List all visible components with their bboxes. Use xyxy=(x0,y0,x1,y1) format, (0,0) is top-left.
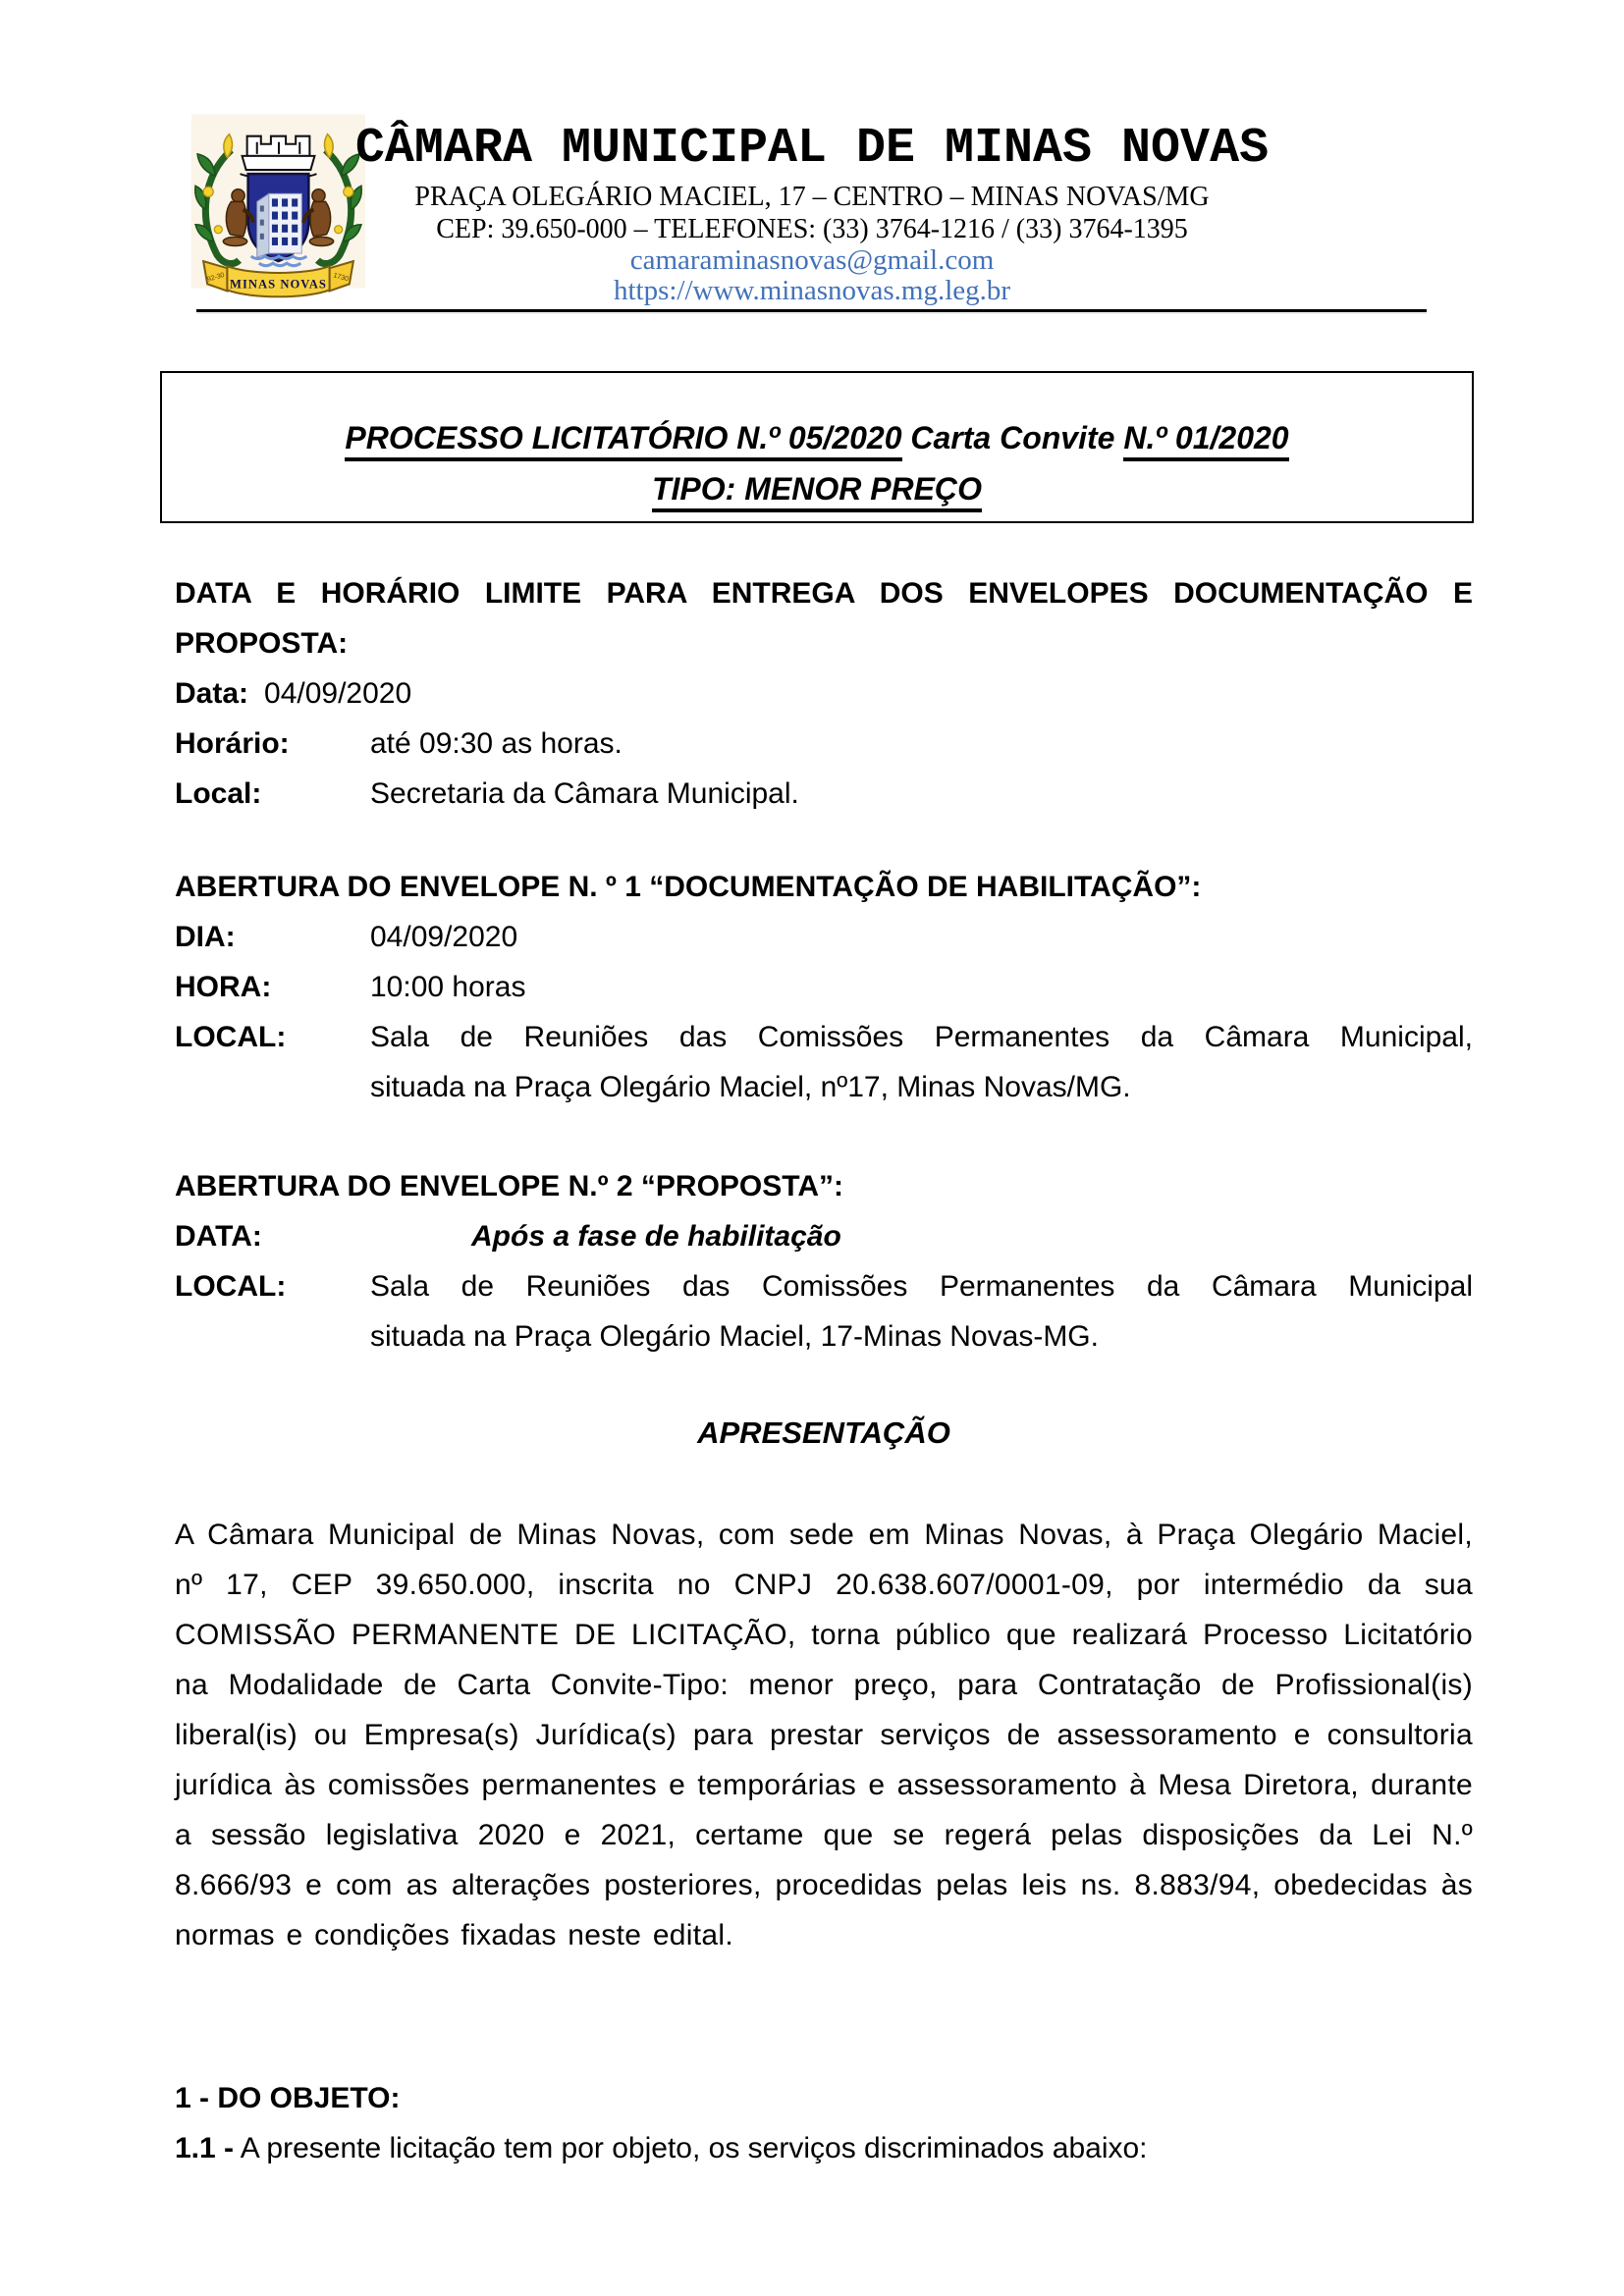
day-value: 04/09/2020 xyxy=(370,921,518,953)
email-link[interactable]: camaraminasnovas@gmail.com xyxy=(629,244,995,276)
hour-label: HORA: xyxy=(175,971,272,1003)
letterhead xyxy=(0,122,1624,306)
address-line-2: CEP: 39.650-000 – TELEFONES: (33) 3764-1216 / (33) 3764-1395 xyxy=(436,214,1188,244)
local-value-line1: Sala de Reuniões das Comissões Permanentes da Câmara Municipal xyxy=(370,1270,1473,1303)
website-link[interactable]: https://www.minasnovas.mg.leg.br xyxy=(613,275,1011,306)
envelope1-heading: ABERTURA DO ENVELOPE N. º 1 “DOCUMENTAÇÃO DE HABILITAÇÃO”: xyxy=(175,871,1202,903)
org-name: CÂMARA MUNICIPAL DE MINAS NOVAS xyxy=(354,121,1270,177)
deadline-section-heading xyxy=(175,568,1473,668)
date-value: 04/09/2020 xyxy=(264,677,412,710)
deadline-heading-line1: DATA E HORÁRIO LIMITE PARA ENTREGA DOS ENVELOPES DOCUMENTAÇÃO E xyxy=(175,577,1473,610)
place-value: Secretaria da Câmara Municipal. xyxy=(370,777,799,810)
presentation-paragraph: A Câmara Municipal de Minas Novas, com sede em Minas Novas, à Praça Olegário Maciel, nº 17, CEP 39.650.000, inscrita no CNPJ 20.638.607/0001-09, por intermédio da sua COMISSÃO PERMANENTE DE LICITAÇÃO, torna público que realizará Processo Licitatório na Modalidade de Carta Convite-Tipo: menor preço, para Contratação de Profissional(is) liberal(is) ou Empresa(s) Jurídica(s) para prestar serviços de assessoramento e consultoria jurídica às comissões permanentes e temporárias e assessoramento à Mesa Diretora, durante a sessão legislativa 2020 e 2021, certame que se regerá pelas disposições da Lei N.º 8.666/93 e com as alterações posteriores, procedidas pelas leis ns. 8.883/94, obedecidas às normas e condições fixadas neste edital. xyxy=(175,1519,1473,1951)
local-value xyxy=(370,1261,1473,1362)
header-divider xyxy=(196,309,1427,314)
process-title-line1 xyxy=(162,412,1472,463)
date-label: Data: xyxy=(175,677,249,710)
envelope1-hour-row xyxy=(175,962,1473,1012)
deadline-time-row xyxy=(175,719,1473,769)
local-value-line2: situada na Praça Olegário Maciel, nº17, Minas Novas/MG. xyxy=(370,1071,1131,1103)
day-label: DIA: xyxy=(175,921,236,953)
date-value: Após a fase de habilitação xyxy=(471,1220,841,1253)
local-value xyxy=(370,1012,1473,1112)
ribbon-year-right: 1730 xyxy=(332,271,350,284)
local-value-line2: situada na Praça Olegário Maciel, 17-Minas Novas-MG. xyxy=(370,1320,1099,1353)
time-value: até 09:30 as horas. xyxy=(370,727,623,760)
deadline-date-row xyxy=(175,668,1473,719)
envelope2-local-row xyxy=(175,1261,1473,1362)
local-value-line1: Sala de Reuniões das Comissões Permanentes da Câmara Municipal, xyxy=(370,1021,1473,1053)
time-label: Horário: xyxy=(175,727,290,760)
local-label: LOCAL: xyxy=(175,1021,287,1053)
envelope1-local-row xyxy=(175,1012,1473,1112)
envelope1-day-row xyxy=(175,912,1473,962)
process-title-box xyxy=(160,371,1474,523)
object-heading: 1 - DO OBJETO: xyxy=(175,2082,401,2114)
object-item-number: 1.1 - xyxy=(175,2132,235,2164)
process-type: TIPO: MENOR PREÇO xyxy=(652,471,982,512)
deadline-heading-line2: PROPOSTA: xyxy=(175,627,349,660)
hour-value: 10:00 horas xyxy=(370,971,526,1003)
envelope2-date-row xyxy=(175,1211,1473,1261)
ribbon-year-left: 92-30 xyxy=(205,271,226,284)
date-label: DATA: xyxy=(175,1220,262,1253)
presentation-heading: APRESENTAÇÃO xyxy=(697,1415,950,1450)
envelope2-heading: ABERTURA DO ENVELOPE N.º 2 “PROPOSTA”: xyxy=(175,1170,844,1202)
deadline-place-row xyxy=(175,769,1473,819)
process-title-middle: Carta Convite xyxy=(901,420,1124,455)
object-item-text: A presente licitação tem por objeto, os serviços discriminados abaixo: xyxy=(234,2132,1148,2164)
address-line-1: PRAÇA OLEGÁRIO MACIEL, 17 – CENTRO – MINAS NOVAS/MG xyxy=(414,182,1210,212)
process-title-line2 xyxy=(162,463,1472,514)
ribbon-motto: MINAS NOVAS xyxy=(230,277,327,292)
process-number: PROCESSO LICITATÓRIO N.º 05/2020 xyxy=(345,420,901,461)
local-label: LOCAL: xyxy=(175,1270,287,1303)
place-label: Local: xyxy=(175,777,262,810)
object-item xyxy=(175,2123,1473,2173)
invite-number: N.º 01/2020 xyxy=(1123,420,1288,461)
